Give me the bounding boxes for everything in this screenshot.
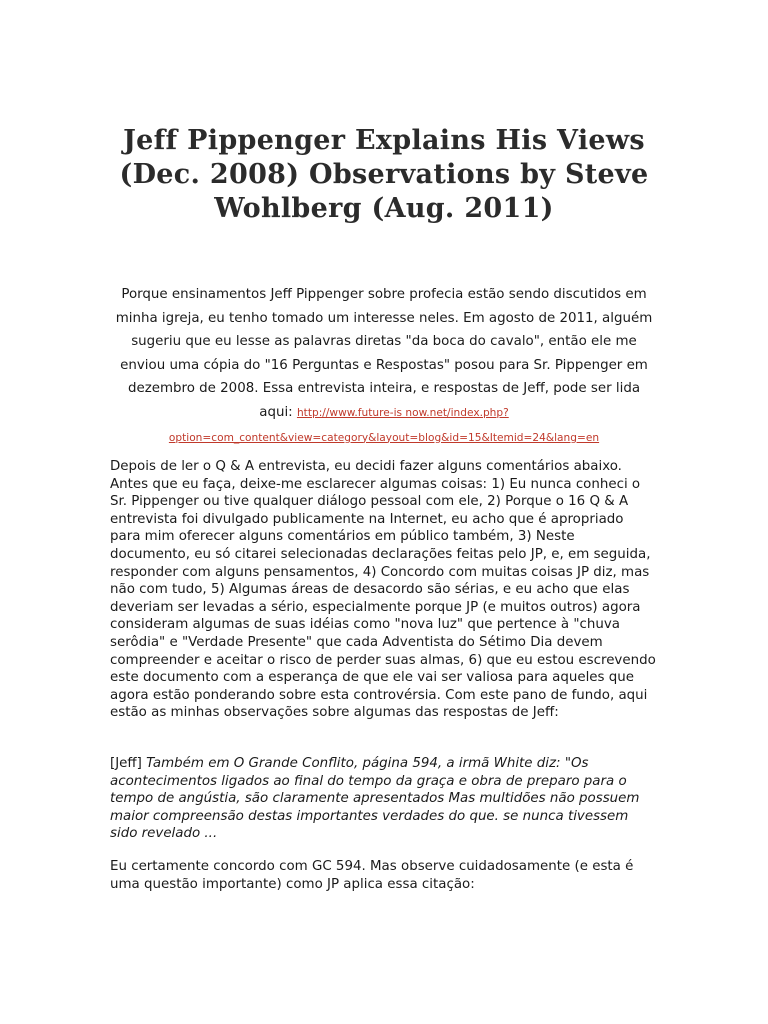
interview-link[interactable]: http://www.future-is now.net/index.php? option=com_content&view=category&layout=blog&id=15&Itemid=24&lang=en (168, 406, 600, 444)
quote-text: Também em O Grande Conflito, página 594, a irmã White diz: "Os acontecimentos ligados ao final do tempo da graça e obra de preparo para o tempo de angústia, são claramente apresentados Mas multidões não possuem maior compreensão destas importantes verdades do que. se nunca tivessem sido revelado ... (110, 756, 640, 842)
paragraph-response: Eu certamente concordo com GC 594. Mas observe cuidadosamente (e esta é uma questão importante) como JP aplica essa citação: (110, 859, 634, 892)
paragraph-comments-intro: Depois de ler o Q & A entrevista, eu decidi fazer alguns comentários abaixo. Antes que eu faça, deixe-me esclarecer algumas coisas: 1) Eu nunca conheci o Sr. Pippenger ou tive qualquer diálogo pessoal com ele, 2) Porque o 16 Q & A entrevista foi divulgado publicamente na Internet, eu acho que é apropriado para mim oferecer alguns comentários em público também, 3) Neste documento, eu só citarei selecionadas declarações feitas pelo JP, e, em seguida, responder com alguns pensamentos, 4) Concordo com muitas coisas JP diz, mas não com tudo, 5) Algumas áreas de desacordo são sérias, e eu acho que elas deveriam ser levadas a sério, especialmente porque JP (e muitos outros) agora consideram algumas de suas idéias como "nova luz" que pertence à "chuva serôdia" e "Verdade Presente" que cada Adventista do Sétimo Dia devem compreender e aceitar o risco de perder suas almas, 6) que eu estou escrevendo este documento com a esperança de que ele vai ser valiosa para aqueles que agora estão ponderando sobre esta controvérsia. Com este pano de fundo, aqui estão as minhas observações sobre algumas das respostas de Jeff: (110, 459, 656, 721)
intro-text: Porque ensinamentos Jeff Pippenger sobre profecia estão sendo discutidos em minha igreja, eu tenho tomado um interesse neles. Em agosto de 2011, alguém sugeriu que eu lesse as palavras diretas "da boca do cavalo", então ele me enviou uma cópia do "16 Perguntas e Respostas" posou para Sr. Pippenger em dezembro de 2008. Essa entrevista inteira, e respostas de Jeff, pode ser lida aqui: (115, 287, 653, 420)
document-title: Jeff Pippenger Explains His Views (Dec. 2008) Observations by Steve Wohlberg (Aug. 2011) (119, 125, 649, 224)
speaker-label: [Jeff] (110, 756, 142, 771)
paragraph-jeff-quote (110, 755, 658, 843)
intro-paragraph (110, 283, 658, 450)
